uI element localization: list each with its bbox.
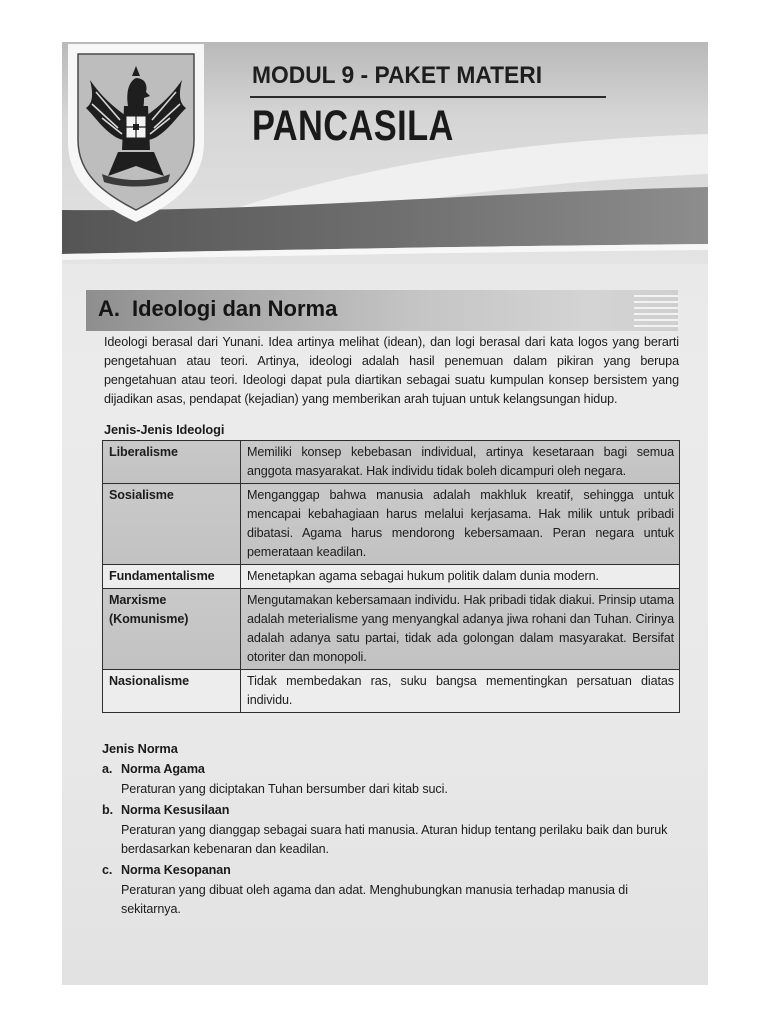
ideologies-table	[102, 440, 680, 713]
ideology-description: Memiliki konsep kebebasan individual, artinya kesetaraan bagi semua anggota masyarakat. Hak individu tidak boleh dicampuri oleh negara.	[241, 441, 680, 484]
norm-title: Norma Agama	[121, 762, 205, 776]
norm-text: Peraturan yang dianggap sebagai suara hati manusia. Aturan hidup tentang perilaku baik dan buruk berdasarkan kebenaran dan keadilan.	[121, 823, 668, 856]
section-content	[101, 333, 681, 919]
norm-text: Peraturan yang diciptakan Tuhan bersumber dari kitab suci.	[121, 782, 448, 796]
norm-title-line	[101, 801, 681, 820]
ideology-description: Tidak membedakan ras, suku bangsa mementingkan persatuan diatas individu.	[241, 670, 680, 713]
norms-heading: Jenis Norma	[102, 741, 178, 756]
list-marker: a.	[102, 762, 113, 776]
norm-title-line	[101, 760, 681, 779]
ideology-description: Menganggap bahwa manusia adalah makhluk kreatif, sehingga untuk mencapai kebahagiaan harus melalui kerjasama. Hak milik untuk pribadi dibatasi. Agama harus mendorong kebersamaan. Peran negara untuk pemerataan keadilan.	[241, 484, 680, 565]
ideology-name: Sosialisme	[103, 484, 241, 565]
ideology-name: Liberalisme	[103, 441, 241, 484]
ideology-name: Marxisme	[109, 593, 167, 607]
ideologies-heading: Jenis-Jenis Ideologi	[104, 422, 225, 437]
norm-title: Norma Kesopanan	[121, 863, 231, 877]
ideology-name-sub: (Komunisme)	[109, 612, 189, 626]
list-item	[101, 861, 681, 919]
norm-title-line	[101, 861, 681, 880]
intro-paragraph: Ideologi berasal dari Yunani. Idea artinya melihat (idean), dan logi berasal dari kata logos yang berarti pengetahuan atau teori. Artinya, ideologi adalah hasil penemuan dalam pikiran yang berupa pengetahuan atau teori. Ideologi dapat pula diartikan sebagai suatu kumpulan konsep bersistem yang dijadikan asas, pendapat (kejadian) yang memberikan arah tujuan untuk kelangsungan hidup.	[104, 335, 679, 406]
table-row	[103, 565, 680, 589]
list-item	[101, 760, 681, 799]
norm-title: Norma Kesusilaan	[121, 803, 230, 817]
table-row	[103, 484, 680, 565]
section-heading-bar	[86, 290, 678, 331]
decorative-stripes	[634, 295, 678, 327]
list-marker: b.	[102, 803, 113, 817]
ideology-name: Fundamentalisme	[103, 565, 241, 589]
garuda-emblem-icon	[62, 42, 212, 224]
page-title: PANCASILA	[252, 102, 454, 150]
norm-text: Peraturan yang dibuat oleh agama dan adat. Menghubungkan manusia terhadap manusia di sekitarnya.	[121, 883, 628, 916]
table-row	[103, 589, 680, 670]
section-letter: A.	[98, 296, 120, 321]
ideology-name: Nasionalisme	[103, 670, 241, 713]
list-item	[101, 801, 681, 859]
header-divider	[250, 96, 606, 98]
module-label: MODUL 9 - PAKET MATERI	[252, 62, 543, 89]
ideology-name-cell	[103, 589, 241, 670]
list-marker: c.	[102, 863, 113, 877]
section-title: Ideologi dan Norma	[132, 296, 338, 321]
table-row	[103, 670, 680, 713]
table-row	[103, 441, 680, 484]
ideology-description: Menetapkan agama sebagai hukum politik dalam dunia modern.	[241, 565, 680, 589]
ideology-description: Mengutamakan kebersamaan individu. Hak pribadi tidak diakui. Prinsip utama adalah meterialisme yang menyangkal adanya jiwa rohani dan Tuhan. Cirinya adalah adanya satu partai, tidak ada golongan dalam masyarakat. Bersifat otoriter dan monopoli.	[241, 589, 680, 670]
